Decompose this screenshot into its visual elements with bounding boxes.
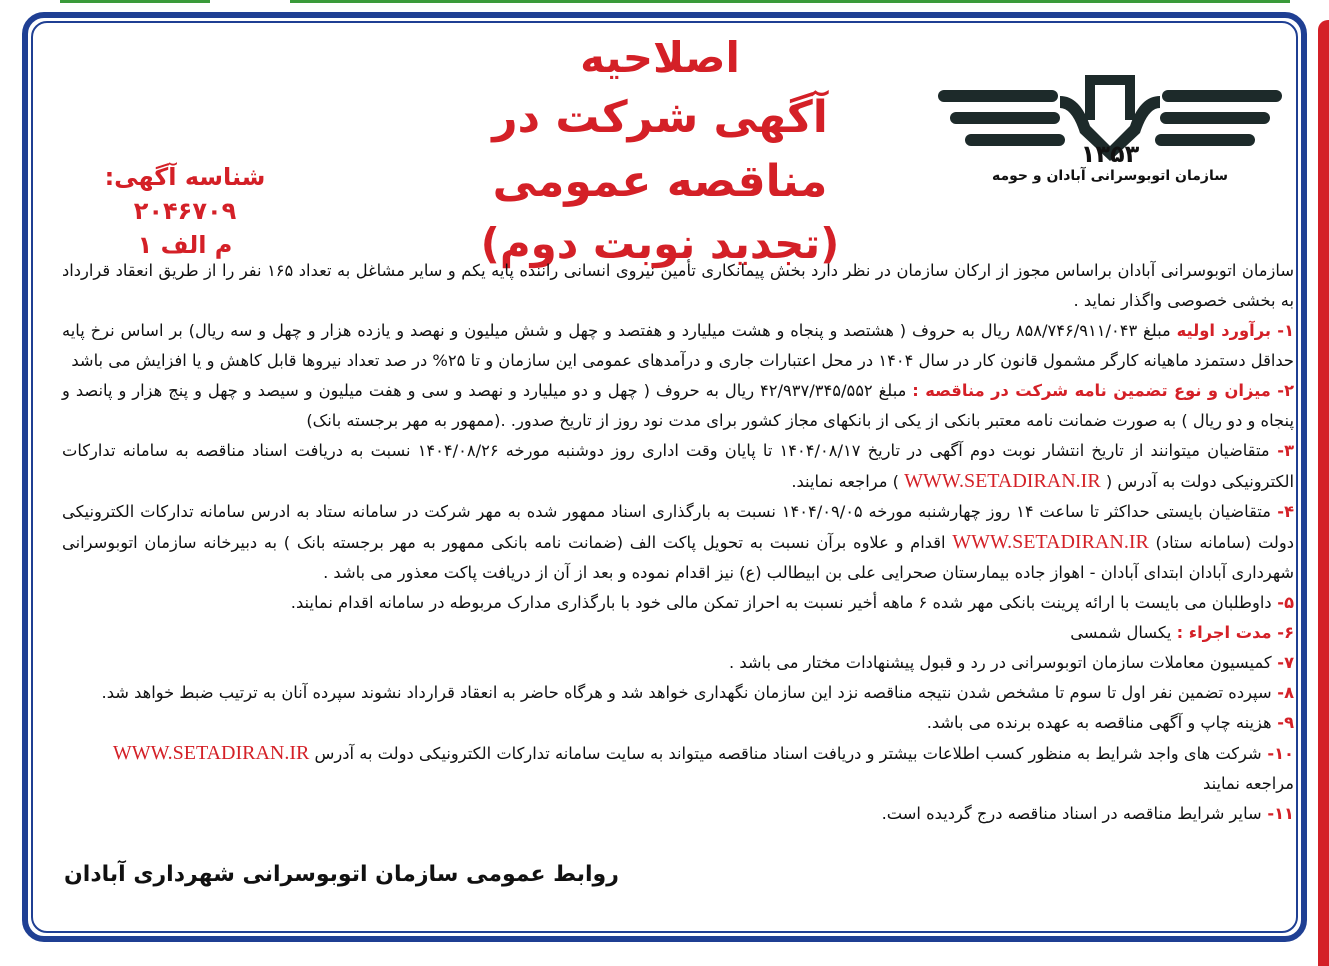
item-text: متقاضیان میتوانند از تاریخ انتشار نوبت دوم آگهی در تاریخ ۱۴۰۴/۰۸/۱۷ تا پایان وقت اداری روز دوشنبه مورخه ۱۴۰۴/۰۸/۲۶ نسبت به دریافت اسناد مناقصه به سامانه تدارکات الکترونیکی دولت به آدرس ( [62,441,1294,491]
item-3 [62,436,1294,497]
item-text: مراجعه نمایند [1203,774,1294,793]
ad-title [420,30,900,274]
item-8 [62,678,1294,708]
item-text: اقدام و علاوه برآن نسبت به تحویل پاکت الف (ضمانت نامه بانکی ممهور به مهر برجسته بانک ) به دبیرخانه سازمان اتوبوسرانی شهرداری آبادان ابتدای آبادان - اهواز جاده بیمارستان صحرایی علی بن ابیطالب (ع) نیز اقدام نموده و بعد از آن از دریافت پاکت معذور می باشد . [62,533,1294,582]
setadiran-link[interactable]: WWW.SETADIRAN.IR [112,742,310,764]
intro-paragraph: سازمان اتوبوسرانی آبادان براساس مجوز از ارکان سازمان در نظر دارد بخش پیمانکاری تأمین نیروی انسانی راننده پایه یکم و سایر مشاغل به تعداد ۱۶۵ نفر را از طریق انعقاد قرارداد به بخشی خصوصی واگذار نماید . [62,261,1294,310]
ad-body [62,256,1294,829]
item-text: سایر شرایط مناقصه در اسناد مناقصه درج گردیده است. [881,804,1262,823]
item-11 [62,799,1294,829]
item-number: ۱۰- [1261,744,1294,763]
item-text: شرکت های واجد شرایط به منظور کسب اطلاعات بیشتر و دریافت اسناد مناقصه میتواند به سایت سامانه تدارکات الکترونیکی دولت به آدرس [309,744,1262,763]
item-text: مبلغ ۴۲/۹۳۷/۳۴۵/۵۵۲ ریال به حروف ( چهل و دو میلیارد و نهصد و سی و هفت میلیون و سیصد و چهل و پنج هزار و پانصد و پنجاه و دو ریال ) به صورت ضمانت نامه معتبر بانکی از یکی از بانکهای مجاز کشور برای مدت نود روز از تاریخ صدور. .(ممهور به مهر برجسته بانک) [62,381,1294,430]
item-6 [62,618,1294,648]
logo-year: ۱۳۵۳ [1080,140,1140,168]
item-number: ۹- [1271,713,1294,732]
item-2 [62,376,1294,436]
item-text: متقاضیان بایستی حداکثر تا ساعت ۱۴ روز چهارشنبه مورخه ۱۴۰۴/۰۹/۰۵ نسبت به بارگذاری اسناد ممهور شده به مهر شرکت در سامانه ستاد به ادرس سامانه تدارکات الکترونیکی دولت (سامانه ستاد) [62,502,1295,552]
signature: روابط عمومی سازمان اتوبوسرانی شهرداری آبادان [64,862,619,887]
item-number: ۸- [1271,683,1294,702]
item-text: کمیسیون معاملات سازمان اتوبوسرانی در رد و قبول پیشنهادات مختار می باشد . [728,653,1272,672]
title-correction: اصلاحیه [580,33,740,82]
item-9 [62,708,1294,738]
item-number: ۷- [1271,653,1294,672]
item-10 [62,738,1294,799]
top-rule-right [290,0,1290,3]
item-5 [62,588,1294,618]
page-edge-stripe [1318,20,1329,966]
item-7 [62,648,1294,678]
item-4 [62,497,1294,588]
item-number: ۶- [1271,623,1294,642]
item-text: داوطلبان می بایست با ارائه پرینت بانکی مهر شده ۶ ماهه أخیر نسبت به احراز تمکن مالی خود با بارگذاری مدارک مربوطه در سامانه اقدام نمایند. [290,593,1272,612]
item-1 [62,316,1294,376]
item-number: ۴- [1270,502,1294,521]
top-rule-left [60,0,210,3]
item-label: میزان و نوع تضمین نامه شرکت در مناقصه : [912,381,1271,400]
setadiran-link[interactable]: WWW.SETADIRAN.IR [904,470,1101,492]
item-label: برآورد اولیه [1176,321,1271,340]
item-text: یکسال شمسی [1070,623,1177,642]
item-text: مبلغ ۸۵۸/۷۴۶/۹۱۱/۰۴۳ ریال به حروف ( هشتصد و پنجاه و هشت میلیارد و هفتصد و چهل و شش میلیون و نهصد و یازده هزار و چهل و سه ریال) بر اساس نرخ پایه حداقل دستمزد ماهیانه کارگر مشمول قانون کار در سال ۱۴۰۴ در محل اعتبارات جاری و درآمدهای عمومی این سازمان و تا ۲۵% در صد تعداد نیروها قابل کاهش و یا افزایش می باشد [62,321,1294,370]
item-text: سپرده تضمین نفر اول تا سوم تا مشخص شدن نتیجه مناقصه نزد این سازمان نگهداری خواهد شد و هرگاه حاضر به انعقاد قرارداد نشوند سپرده آنان به ترتیب ضبط خواهد شد. [101,683,1272,702]
setadiran-link[interactable]: WWW.SETADIRAN.IR [952,531,1149,553]
item-number: ۱- [1270,321,1294,340]
item-number: ۳- [1269,441,1294,460]
ad-identifier [60,160,310,262]
item-number: ۱۱- [1261,804,1294,823]
logo-org-name: سازمان اتوبوسرانی آبادان و حومه [992,168,1228,184]
title-tender: آگهی شرکت در مناقصه عمومی [492,92,828,207]
title-renewal: (تجدید نوبت دوم) [480,219,840,268]
item-text: ) مراجعه نمایند. [791,472,905,491]
item-number: ۲- [1270,381,1294,400]
item-text: هزینه چاپ و آگهی مناقصه به عهده برنده می باشد. [926,713,1272,732]
ad-id-number: شناسه آگهی: ۲۰۴۶۷۰۹ [104,163,266,225]
item-label: مدت اجراء : [1176,623,1272,642]
item-number: ۵- [1271,593,1294,612]
ad-id-code: م الف ۱ [137,231,233,259]
